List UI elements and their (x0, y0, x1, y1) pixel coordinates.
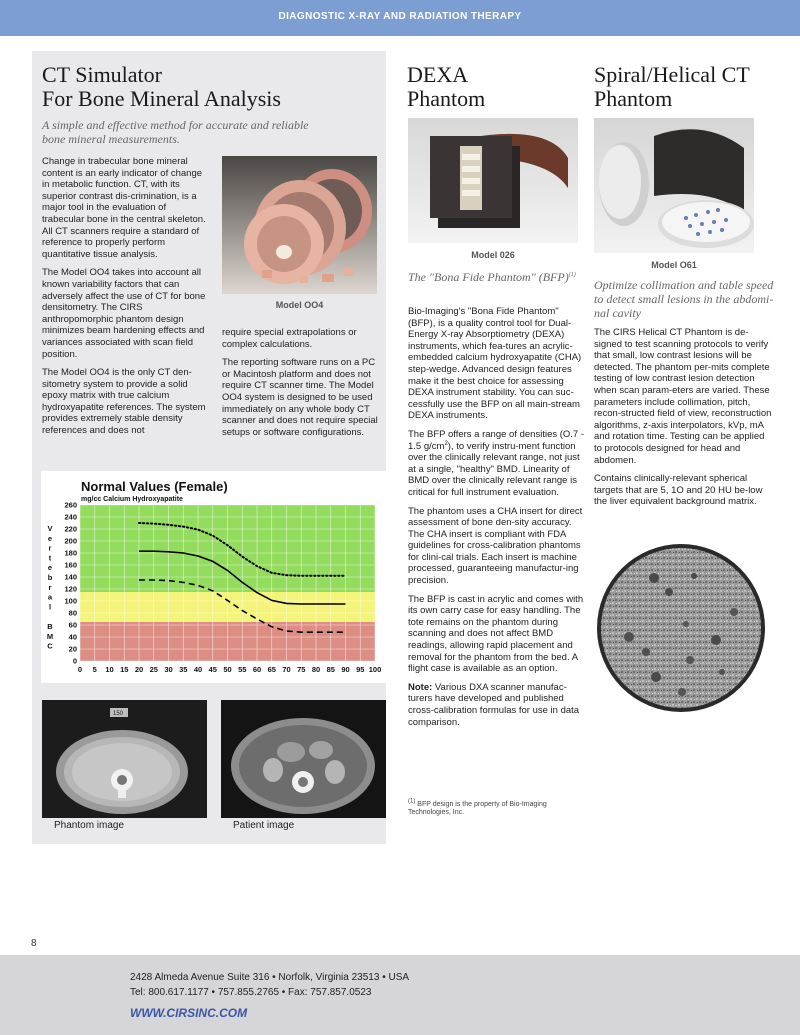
dexa-paragraph-1: Bio-Imaging's "Bona Fide Phantom" (BFP), is a quality control tool for Dual-Energy X-ray Absorptiometry (DEXA) instruments, which fea-tures an acrylic-embedded calcium hydroxyapatite (CHA) step-wedge. Advanced design features make it the best choice for assessing DEXA instrument stability. You can suc-cessfully use the BFP on all main-stream DEXA instruments. (408, 306, 582, 422)
chart-y-tick-label: 60 (68, 620, 77, 630)
dexa-title-line1: DEXA (407, 62, 469, 87)
chart-x-tick-label: 50 (223, 665, 232, 674)
spiral-tagline: Optimize collimation and table speed to detect small lesions in the abdomi-nal cavity (594, 278, 774, 320)
chart-y-label-letter: b (47, 573, 53, 582)
footer-address: 2428 Almeda Avenue Suite 316 • Norfolk, Virginia 23513 • USA (130, 972, 410, 983)
chart-x-tick-label: 90 (341, 665, 350, 674)
footnote-mark: (1) (408, 798, 416, 805)
chart-y-label-letter: t (48, 553, 52, 563)
model-026-caption: Model 026 (471, 250, 515, 260)
model-004-illustration (222, 156, 377, 294)
ct-paragraph-5: The reporting software runs on a PC or Macintosh platform and does not require CT scanner time. The Model OO4 system is designed to be used immediately on any whole body CT scanner and does not require special setups or software configurations. (222, 357, 378, 438)
model-004-photo (222, 156, 377, 294)
ct-paragraph-1: Change in trabecular bone mineral content is an early indicator of change in metabolic function. CT, with its superior contrast dis-crimination, is a major tool in the evaluation of trabecular bone in the central skeleton. All CT scanners require a standard of reference to properly perform quantitative tissue analysis. (42, 156, 206, 260)
spiral-title-line2: Phantom (594, 86, 673, 111)
chart-y-label-letter: l (48, 602, 52, 612)
chart-y-tick-label: 140 (64, 572, 77, 582)
model-061-photo (594, 118, 754, 253)
spiral-paragraph-1: The CIRS Helical CT Phantom is de-signed to test scanning protocols to verify that small, low contrast lesions will be detected. The phantom per-mits complete testing of low contrast lesion detection when scan param-eters are varied. These parameters include collimation, pitch, recon-structed field of view, reconstruction algorithms, z-axis interpolators, kVp, mA and rotation time. Testing can be applied to protocols designed for head and abdomen. (594, 327, 772, 466)
phantom-image-caption: Phantom image (54, 820, 125, 831)
chart-y-tick-label: 100 (64, 596, 77, 606)
chart-grid (80, 505, 375, 661)
chart-x-tick-label: 10 (105, 665, 114, 674)
chart-y-tick-label: 0 (72, 656, 77, 666)
chart-y-tick-label: 220 (64, 524, 77, 534)
chart-y-tick-label: 20 (68, 644, 77, 654)
chart-y-label-letter: r (48, 582, 52, 592)
dexa-paragraph-2 (408, 429, 586, 499)
dexa-tagline-mark: (1) (568, 272, 576, 278)
dexa-p2-b: ), to verify instru-ment function over the clinically relevant range, not just at a single, "healthy" BMD. Linearity of BMD over the clinically relevant range is critical for full instrument evaluation. (408, 440, 580, 498)
chart-x-tick-label: 60 (252, 665, 262, 674)
chart-x-tick-label: 15 (120, 665, 129, 674)
dexa-note-label: Note: (408, 681, 433, 693)
spiral-body (594, 327, 774, 515)
dexa-title-line2: Phantom (407, 86, 486, 111)
model-026-photo (408, 118, 578, 243)
phantom-scan-image (42, 700, 207, 818)
chart-y-tick-label: 40 (68, 632, 77, 642)
chart-y-tick-label: 160 (64, 560, 77, 570)
chart-y-label-letter: a (47, 592, 53, 602)
dexa-tagline (408, 270, 583, 284)
footer-phone: Tel: 800.617.1177 • 757.855.2765 • Fax: 757.857.0523 (130, 987, 372, 998)
patient-image-caption: Patient image (233, 820, 295, 831)
chart-x-tick-label: 70 (282, 665, 291, 674)
dexa-p2-sup: 2 (444, 440, 448, 447)
ct-paragraph-3: The Model OO4 is the only CT den-sitometry system to provide a solid epoxy matrix with true calcium hydroxyapatite references. The system provides extremely stable density references and does not (42, 367, 206, 437)
dexa-note (408, 682, 586, 728)
dexa-p2-a: The BFP offers a range of densities (O.7 - 1.5 g/cm (408, 428, 585, 452)
dexa-note-text: Various DXA scanner manufac-turers have developed and published cross-calibration formulas for use in data comparison. (408, 681, 580, 728)
footer-website-link[interactable]: WWW.CIRSINC.COM (130, 1006, 248, 1020)
chart-x-tick-label: 0 (77, 665, 83, 674)
chart-x-tick-label: 65 (267, 665, 276, 674)
chart-y-label-letter: e (47, 533, 53, 543)
chart-y-tick-label: 80 (68, 608, 77, 618)
ct-title-line2: For Bone Mineral Analysis (42, 86, 281, 111)
chart-title: Normal Values (Female) (81, 479, 228, 494)
chart-y-label-letter: r (48, 543, 52, 553)
chart-y-label-letter: M (46, 631, 54, 641)
chart-x-tick-label: 75 (297, 665, 306, 674)
dexa-footnote (408, 798, 583, 817)
chart-x-tick-label: 40 (193, 665, 203, 674)
chart-x-tick-label: 100 (368, 665, 382, 674)
chart-subtitle: mg/cc Calcium Hydroxyapatite (81, 496, 183, 503)
chart-x-tick-label: 20 (134, 665, 144, 674)
ct-subtitle-line2: bone mineral measurements. (42, 132, 180, 146)
spiral-heading (594, 63, 794, 111)
dexa-body (408, 306, 586, 735)
chart-y-tick-label: 260 (64, 500, 77, 510)
chart-x-tick-label: 45 (208, 665, 217, 674)
helical-scan-illustration (594, 542, 769, 714)
ct-column-left (42, 156, 210, 444)
ct-paragraph-2: The Model OO4 takes into account all known variability factors that can adversely affect the use of CT for bone densitometry. The CIRS anthropomorphic phantom design minimizes beam hardening effects and variances associated with scan field position. (42, 267, 206, 360)
dexa-paragraph-4: The BFP is cast in acrylic and comes with its own carry case for easy handling. The tote remains on the phantom during scanning and does not affect BMD readings, allowing rapid placement and removal for the phantom from the bed. A flight case is available as an option. (408, 593, 584, 675)
chart-y-label-letter: B (47, 622, 53, 631)
spiral-title-line1: Spiral/Helical CT (594, 62, 750, 87)
ct-simulator-heading (42, 63, 382, 146)
patient-scan-image (221, 700, 386, 818)
chart-y-tick-label: 200 (64, 536, 77, 546)
chart-y-label-letter: e (47, 563, 53, 573)
model-061-illustration (594, 118, 754, 253)
chart-y-tick-label: 180 (64, 548, 77, 558)
dexa-heading (407, 63, 582, 111)
ct-paragraph-4: require special extrapolations or complex calculations. (222, 327, 357, 350)
spiral-paragraph-2: Contains clinically-relevant spherical targets that are 5, 1O and 20 HU be-low the liver equivalent background matrix. (594, 473, 763, 508)
chart-x-tick-label: 30 (164, 665, 173, 674)
chart-x-ticks (78, 665, 381, 674)
footnote-text: BFP design is the property of Bio-Imaging Technologies, Inc. (408, 801, 547, 816)
chart-y-tick-label: 240 (64, 512, 77, 522)
chart-y-label (47, 524, 53, 651)
ct-title-line1: CT Simulator (42, 62, 162, 87)
chart-x-tick-label: 25 (149, 665, 158, 674)
model-004-caption: Model OO4 (275, 300, 324, 310)
helical-scan-image (594, 542, 769, 714)
header-banner (0, 0, 800, 36)
chart-svg (41, 471, 386, 683)
header-banner-text: DIAGNOSTIC X-RAY AND RADIATION THERAPY (278, 11, 522, 22)
chart-x-tick-label: 5 (92, 665, 97, 674)
scan-marker-label: 150 (113, 711, 124, 717)
phantom-scan-illustration (42, 700, 207, 818)
chart-y-label-letter: V (47, 524, 53, 533)
chart-y-tick-label: 120 (64, 584, 77, 594)
chart-x-tick-label: 80 (311, 665, 321, 674)
chart-x-tick-label: 85 (326, 665, 335, 674)
chart-x-tick-label: 35 (179, 665, 188, 674)
model-026-illustration (408, 118, 578, 243)
dexa-tagline-text: The "Bona Fide Phantom" (BFP) (408, 270, 569, 284)
patient-scan-illustration (221, 700, 386, 818)
chart-x-tick-label: 95 (356, 665, 365, 674)
normal-values-chart (41, 471, 386, 683)
chart-y-label-letter: C (47, 641, 53, 651)
ct-subtitle-line1: A simple and effective method for accurate and reliable (42, 118, 309, 132)
chart-x-tick-label: 55 (238, 665, 247, 674)
page-number: 8 (31, 938, 37, 949)
dexa-paragraph-3: The phantom uses a CHA insert for direct assessment of bone den-sity accuracy. The CHA insert is compliant with FDA guidelines for cross-calibration phantoms for clini-cal trials. Each insert is machine processed, guaranteeing manufactur-ing precision. (408, 505, 583, 587)
ct-column-right (222, 327, 382, 445)
chart-y-ticks (64, 501, 77, 666)
footer (0, 955, 800, 1035)
model-061-caption: Model O61 (651, 260, 697, 270)
